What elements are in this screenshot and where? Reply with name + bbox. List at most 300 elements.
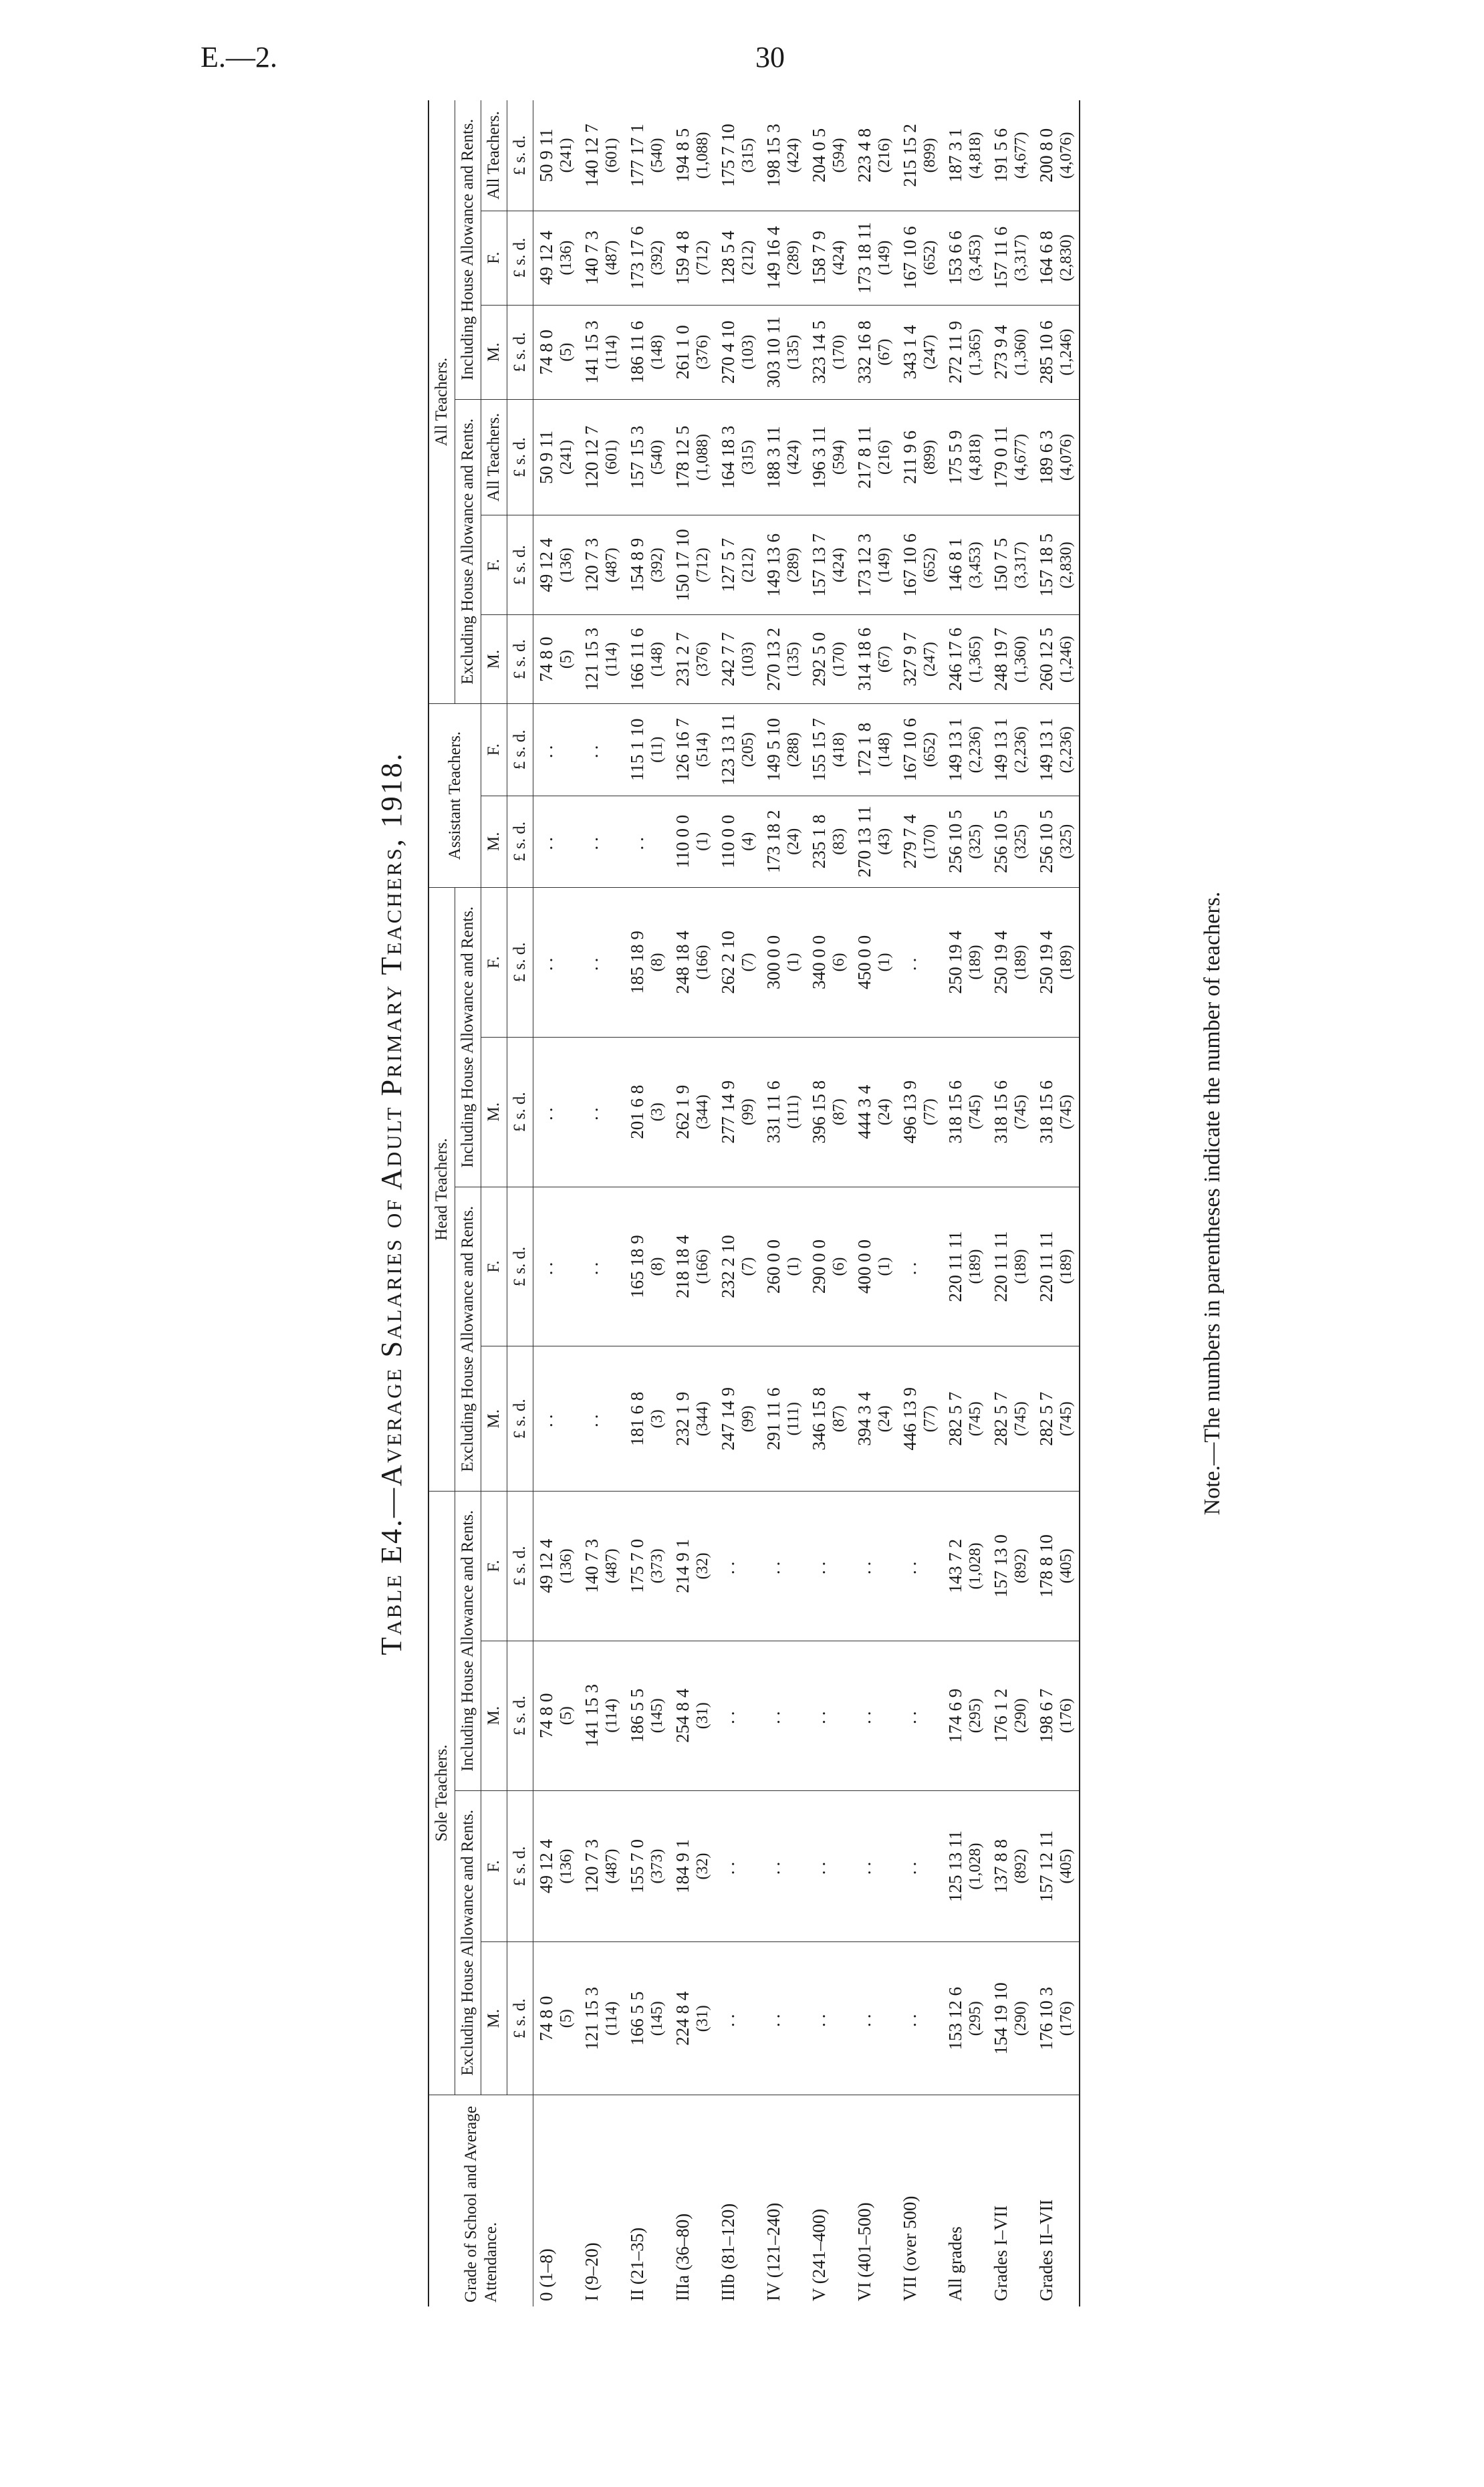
units-header: £ s. d. — [507, 1942, 533, 2095]
table-row — [988, 100, 1033, 2306]
teacher-count: (99) — [739, 1405, 757, 1433]
column-header-m: M. — [481, 796, 507, 887]
salary-amount: 155 7 0 — [627, 1839, 647, 1894]
salary-amount: 185 18 9 — [627, 931, 647, 994]
salary-amount: .. — [718, 2010, 738, 2027]
salary-amount: 394 3 4 — [854, 1391, 874, 1446]
salary-cell — [1033, 796, 1080, 887]
salary-cell — [761, 211, 806, 305]
teacher-count: (899) — [921, 439, 939, 475]
salary-amount: 214 9 1 — [672, 1538, 693, 1593]
salary-cell — [1033, 399, 1080, 515]
salary-cell — [715, 100, 761, 211]
salary-amount: 177 17 1 — [627, 124, 647, 187]
salary-cell — [943, 1187, 988, 1346]
salary-cell — [852, 704, 897, 796]
teacher-count: (1) — [876, 1257, 893, 1276]
units-header: £ s. d. — [507, 887, 533, 1037]
salary-cell — [806, 704, 852, 796]
salary-amount: 318 15 6 — [991, 1080, 1011, 1144]
salary-cell — [715, 1790, 761, 1942]
salary-amount: 218 18 4 — [672, 1235, 693, 1298]
salary-amount: 250 19 4 — [1036, 931, 1056, 994]
all-teachers-header: All Teachers. — [428, 100, 455, 704]
salary-amount: 220 11 11 — [991, 1231, 1011, 1302]
teacher-count: (1) — [694, 832, 711, 851]
teacher-count: (325) — [1012, 824, 1029, 859]
salary-cell — [988, 615, 1033, 704]
units-header: £ s. d. — [507, 704, 533, 796]
salary-cell — [1033, 615, 1080, 704]
grade-cell: Grades II–VII — [1033, 2095, 1080, 2307]
salary-cell — [579, 399, 624, 515]
teacher-count: (31) — [694, 1702, 711, 1730]
teacher-count: (189) — [1012, 945, 1029, 980]
salary-amount: 173 12 3 — [854, 533, 874, 597]
salary-amount: 173 17 6 — [627, 226, 647, 289]
salary-cell — [624, 796, 670, 887]
teacher-count: (376) — [694, 334, 711, 370]
teacher-count: (99) — [739, 1098, 757, 1126]
salary-cell — [624, 211, 670, 305]
salary-amount: 149 13 1 — [945, 718, 965, 782]
salary-amount: 141 15 3 — [582, 1683, 602, 1748]
salary-amount: .. — [627, 833, 647, 850]
salary-amount: 235 1 8 — [809, 814, 829, 869]
salary-amount: 178 8 10 — [1036, 1534, 1056, 1598]
salary-amount: 154 8 9 — [627, 538, 647, 592]
salary-cell — [533, 704, 580, 796]
salary-amount: 204 0 5 — [809, 128, 829, 183]
salary-cell — [761, 615, 806, 704]
teacher-count: (166) — [694, 945, 711, 980]
teacher-count: (103) — [739, 642, 757, 677]
salary-amount: 126 16 7 — [672, 718, 693, 782]
salary-amount: 450 0 0 — [854, 935, 874, 989]
salary-amount: 173 18 2 — [763, 810, 783, 873]
salary-cell — [761, 100, 806, 211]
salary-amount: 400 0 0 — [854, 1239, 874, 1294]
teacher-count: (745) — [967, 1401, 984, 1437]
salary-amount: 223 4 8 — [854, 128, 874, 183]
teacher-count: (315) — [739, 439, 757, 475]
salary-cell — [533, 1187, 580, 1346]
salary-cell — [761, 704, 806, 796]
teacher-count: (114) — [603, 642, 620, 677]
teacher-count: (212) — [739, 240, 757, 275]
salary-amount: .. — [900, 1857, 920, 1875]
salary-cell — [715, 1641, 761, 1790]
salary-cell — [852, 887, 897, 1037]
teacher-count: (487) — [603, 1849, 620, 1884]
column-header-m: M. — [481, 1346, 507, 1492]
salary-cell — [806, 515, 852, 615]
salary-cell — [624, 100, 670, 211]
table-row — [897, 100, 943, 2306]
salary-amount: 282 5 7 — [945, 1391, 965, 1446]
salary-cell — [852, 1790, 897, 1942]
salary-cell — [624, 399, 670, 515]
teacher-count: (745) — [1012, 1094, 1029, 1130]
column-header-f: F. — [481, 1491, 507, 1641]
salary-amount: 232 2 10 — [718, 1235, 738, 1298]
salary-cell — [761, 887, 806, 1037]
units-header: £ s. d. — [507, 1187, 533, 1346]
salary-cell — [670, 615, 715, 704]
salary-amount: 110 0 0 — [718, 814, 738, 868]
salary-amount: 282 5 7 — [1036, 1391, 1056, 1446]
salary-cell — [852, 796, 897, 887]
salary-cell — [533, 615, 580, 704]
sole-incl-header: Including House Allowance and Rents. — [455, 1491, 481, 1790]
salary-cell — [988, 1346, 1033, 1492]
grade-cell: V (241–400) — [809, 2208, 829, 2301]
teacher-count: (189) — [1058, 1249, 1075, 1284]
salary-cell — [897, 615, 943, 704]
salary-cell — [943, 1641, 988, 1790]
teacher-count: (4,677) — [1012, 433, 1029, 481]
salary-amount: 327 9 7 — [900, 632, 920, 687]
salary-cell — [533, 305, 580, 399]
salary-cell — [533, 100, 580, 211]
salary-cell — [533, 1790, 580, 1942]
teacher-count: (241) — [558, 138, 575, 173]
teacher-count: (3) — [648, 1409, 666, 1429]
salary-cell — [624, 1187, 670, 1346]
teacher-count: (1,028) — [967, 1542, 984, 1590]
salary-cell — [1033, 1037, 1080, 1187]
teacher-count: (288) — [785, 732, 802, 767]
table-row — [624, 100, 670, 2306]
salary-amount: .. — [763, 2010, 783, 2027]
teacher-count: (325) — [967, 824, 984, 859]
grade-cell: All grades — [945, 2226, 965, 2301]
teacher-count: (4,818) — [967, 433, 984, 481]
salary-cell — [943, 100, 988, 211]
salary-amount: 157 12 11 — [1036, 1830, 1056, 1903]
teacher-count: (594) — [830, 138, 848, 173]
teacher-count: (5) — [558, 1706, 575, 1726]
salary-cell — [670, 1491, 715, 1641]
teacher-count: (176) — [1058, 2001, 1075, 2036]
salary-cell — [852, 1491, 897, 1641]
salary-amount: .. — [900, 1707, 920, 1724]
teacher-count: (3,317) — [1012, 542, 1029, 589]
sole-excl-header: Excluding House Allowance and Rents. — [455, 1790, 481, 2095]
salary-cell — [988, 1942, 1033, 2095]
teacher-count: (11) — [648, 736, 666, 763]
salary-cell — [579, 1037, 624, 1187]
salary-amount: .. — [582, 1103, 602, 1120]
teacher-count: (4,818) — [967, 132, 984, 179]
salary-cell — [579, 615, 624, 704]
salary-amount: 224 8 4 — [672, 1991, 693, 2046]
table-row — [943, 100, 988, 2306]
salary-cell — [897, 1187, 943, 1346]
teacher-count: (601) — [603, 138, 620, 173]
salary-amount: 250 19 4 — [945, 931, 965, 994]
salary-cell — [579, 1790, 624, 1942]
salary-amount: 254 8 4 — [672, 1688, 693, 1743]
page-number: 30 — [755, 41, 785, 74]
salary-amount: 74 8 0 — [536, 1996, 556, 2041]
table-row — [806, 100, 852, 2306]
salary-cell — [943, 1942, 988, 2095]
teacher-count: (6) — [830, 953, 848, 972]
salary-cell — [988, 211, 1033, 305]
table-row — [852, 100, 897, 2306]
teacher-count: (1) — [876, 953, 893, 972]
salary-amount: 290 0 0 — [809, 1239, 829, 1294]
table-row — [715, 100, 761, 2306]
salary-amount: 196 3 11 — [809, 426, 829, 489]
teacher-count: (241) — [558, 439, 575, 475]
salary-cell — [943, 305, 988, 399]
salary-cell — [988, 796, 1033, 887]
teacher-count: (424) — [830, 240, 848, 275]
units-header: £ s. d. — [507, 211, 533, 305]
teacher-count: (205) — [739, 732, 757, 767]
page-code: E.—2. — [201, 41, 277, 74]
salary-amount: 189 6 3 — [1036, 430, 1056, 485]
salary-cell — [715, 704, 761, 796]
teacher-count: (1,360) — [1012, 636, 1029, 683]
teacher-count: (7) — [739, 1257, 757, 1276]
salary-cell — [624, 887, 670, 1037]
teacher-count: (2,236) — [1012, 726, 1029, 774]
salary-amount: 331 11 6 — [763, 1080, 783, 1143]
teacher-count: (892) — [1012, 1548, 1029, 1584]
teacher-count: (745) — [967, 1094, 984, 1130]
salary-cell — [533, 399, 580, 515]
salary-cell — [533, 887, 580, 1037]
salary-cell — [988, 100, 1033, 211]
salary-amount: 157 15 3 — [627, 425, 647, 489]
teacher-count: (1,028) — [967, 1843, 984, 1890]
teacher-count: (212) — [739, 548, 757, 583]
salary-cell — [806, 1346, 852, 1492]
salary-amount: 446 13 9 — [900, 1387, 920, 1451]
salary-amount: 159 4 8 — [672, 231, 693, 285]
teacher-count: (3) — [648, 1102, 666, 1122]
teacher-count: (899) — [921, 138, 939, 173]
salary-cell — [943, 704, 988, 796]
salary-cell — [579, 515, 624, 615]
salary-amount: 49 12 4 — [536, 1538, 556, 1593]
salary-cell — [852, 305, 897, 399]
salary-cell — [1033, 1346, 1080, 1492]
salary-cell — [943, 1491, 988, 1641]
salary-cell — [943, 796, 988, 887]
salary-amount: 140 7 3 — [582, 1538, 602, 1593]
salary-cell — [897, 1346, 943, 1492]
salary-amount: 270 13 11 — [854, 806, 874, 878]
salary-cell — [852, 1187, 897, 1346]
salary-amount: 272 11 9 — [945, 320, 965, 384]
assistant-teachers-header: Assistant Teachers. — [428, 704, 481, 888]
salary-cell — [988, 515, 1033, 615]
teacher-count: (405) — [1058, 1849, 1075, 1884]
salary-amount: 167 10 6 — [900, 718, 920, 782]
salary-amount: 176 10 3 — [1036, 1986, 1056, 2050]
teacher-count: (418) — [830, 732, 848, 767]
salary-amount: 194 8 5 — [672, 128, 693, 183]
salary-amount: 198 6 7 — [1036, 1688, 1056, 1743]
teacher-count: (2,236) — [967, 726, 984, 774]
table-row — [761, 100, 806, 2306]
salary-cell — [988, 1491, 1033, 1641]
salary-amount: 157 18 5 — [1036, 533, 1056, 597]
teacher-count: (8) — [648, 953, 666, 972]
grade-cell: IIIb (81–120) — [718, 2203, 738, 2301]
salary-amount: 292 5 0 — [809, 632, 829, 687]
salary-amount: 191 5 6 — [991, 128, 1011, 183]
salary-amount: 396 15 8 — [809, 1080, 829, 1144]
teacher-count: (5) — [558, 650, 575, 669]
salary-amount: 343 1 4 — [900, 325, 920, 380]
salary-amount: 186 5 5 — [627, 1688, 647, 1743]
salary-cell — [988, 305, 1033, 399]
salary-amount: .. — [718, 1707, 738, 1724]
salary-amount: 273 9 4 — [991, 325, 1011, 380]
grade-cell: VI (401–500) — [854, 2202, 874, 2301]
units-header: £ s. d. — [507, 1790, 533, 1942]
teacher-count: (189) — [967, 945, 984, 980]
teacher-count: (77) — [921, 1405, 939, 1433]
column-header-m: M. — [481, 1037, 507, 1187]
salary-amount: .. — [582, 833, 602, 850]
salary-cell — [897, 704, 943, 796]
salary-cell — [897, 1037, 943, 1187]
salary-cell — [988, 399, 1033, 515]
salary-cell — [533, 1346, 580, 1492]
salary-amount: 121 15 3 — [582, 627, 602, 691]
salary-amount: 123 13 11 — [718, 713, 738, 786]
salary-amount: 49 12 4 — [536, 538, 556, 592]
salary-amount: 166 5 5 — [627, 1991, 647, 2046]
salary-cell — [806, 1942, 852, 2095]
salary-amount: 174 6 9 — [945, 1688, 965, 1743]
salary-amount: 340 0 0 — [809, 935, 829, 989]
teacher-count: (392) — [648, 240, 666, 275]
salary-amount: 149 13 1 — [991, 718, 1011, 782]
column-header-f: F. — [481, 515, 507, 615]
salary-cell — [897, 399, 943, 515]
salary-cell — [624, 615, 670, 704]
teacher-count: (170) — [830, 642, 848, 677]
salary-amount: 200 8 0 — [1036, 128, 1056, 183]
salary-amount: 120 7 3 — [582, 1839, 602, 1894]
salary-amount: 115 1 10 — [627, 718, 647, 782]
salary-cell — [1033, 211, 1080, 305]
teacher-count: (3,317) — [1012, 234, 1029, 281]
salary-cell — [624, 1641, 670, 1790]
salary-cell — [806, 1491, 852, 1641]
head-incl-header: Including House Allowance and Rents. — [455, 887, 481, 1187]
teacher-count: (373) — [648, 1849, 666, 1884]
salary-amount: .. — [809, 1707, 829, 1724]
salary-amount: 262 2 10 — [718, 931, 738, 994]
salary-cell — [761, 1491, 806, 1641]
units-header: £ s. d. — [507, 399, 533, 515]
salary-cell — [579, 100, 624, 211]
salary-amount: 346 15 8 — [809, 1387, 829, 1451]
salary-cell — [533, 796, 580, 887]
teacher-count: (3,453) — [967, 542, 984, 589]
salary-amount: .. — [536, 953, 556, 971]
units-header: £ s. d. — [507, 796, 533, 887]
salary-amount: 164 6 8 — [1036, 231, 1056, 285]
salary-amount: 146 8 1 — [945, 538, 965, 592]
salary-cell — [670, 1187, 715, 1346]
salary-cell — [624, 1346, 670, 1492]
salary-cell — [1033, 1641, 1080, 1790]
salary-cell — [670, 796, 715, 887]
salary-amount: 121 15 3 — [582, 1986, 602, 2050]
salary-amount: 157 13 7 — [809, 533, 829, 597]
salary-cell — [852, 399, 897, 515]
salary-cell — [579, 887, 624, 1037]
salary-cell — [624, 1942, 670, 2095]
salary-cell — [897, 1790, 943, 1942]
salary-amount: 157 11 6 — [991, 226, 1011, 289]
teacher-count: (136) — [558, 1548, 575, 1584]
salary-amount: 167 10 6 — [900, 226, 920, 289]
teacher-count: (5) — [558, 2009, 575, 2028]
salary-cell — [670, 1346, 715, 1492]
salary-amount: 232 1 9 — [672, 1391, 693, 1446]
teacher-count: (2,830) — [1058, 542, 1075, 589]
units-header: £ s. d. — [507, 1346, 533, 1492]
teacher-count: (149) — [876, 548, 893, 583]
salary-cell — [670, 1641, 715, 1790]
salary-cell — [897, 305, 943, 399]
salary-amount: 176 1 2 — [991, 1688, 1011, 1743]
salary-amount: 150 17 10 — [672, 529, 693, 602]
grade-cell: Grades I–VII — [991, 2205, 1011, 2301]
teacher-count: (189) — [1012, 1249, 1029, 1284]
salary-cell — [1033, 1187, 1080, 1346]
salary-amount: 246 17 6 — [945, 627, 965, 691]
salary-cell — [670, 704, 715, 796]
salary-amount: .. — [900, 953, 920, 971]
teacher-count: (290) — [1012, 1698, 1029, 1734]
salary-cell — [852, 1942, 897, 2095]
salary-amount: .. — [900, 2010, 920, 2027]
salary-cell — [943, 887, 988, 1037]
salary-amount: 215 15 2 — [900, 124, 920, 187]
salary-amount: 153 6 6 — [945, 231, 965, 285]
salary-cell — [715, 1491, 761, 1641]
salary-cell — [1033, 887, 1080, 1037]
units-header: £ s. d. — [507, 100, 533, 211]
salary-cell — [988, 1641, 1033, 1790]
salary-cell — [1033, 305, 1080, 399]
salary-cell — [943, 211, 988, 305]
salary-cell — [533, 1491, 580, 1641]
grade-header: Grade of School and Average Attendance. — [428, 2095, 533, 2307]
grade-cell: IV (121–240) — [763, 2202, 783, 2301]
teacher-count: (1,088) — [694, 433, 711, 481]
teacher-count: (67) — [876, 338, 893, 366]
grade-cell: VII (over 500) — [900, 2196, 920, 2301]
teacher-count: (424) — [785, 439, 802, 475]
salary-cell — [897, 1641, 943, 1790]
teacher-count: (1,365) — [967, 328, 984, 376]
salary-cell — [670, 887, 715, 1037]
grade-cell: I (9–20) — [582, 2242, 602, 2301]
units-header: £ s. d. — [507, 615, 533, 704]
